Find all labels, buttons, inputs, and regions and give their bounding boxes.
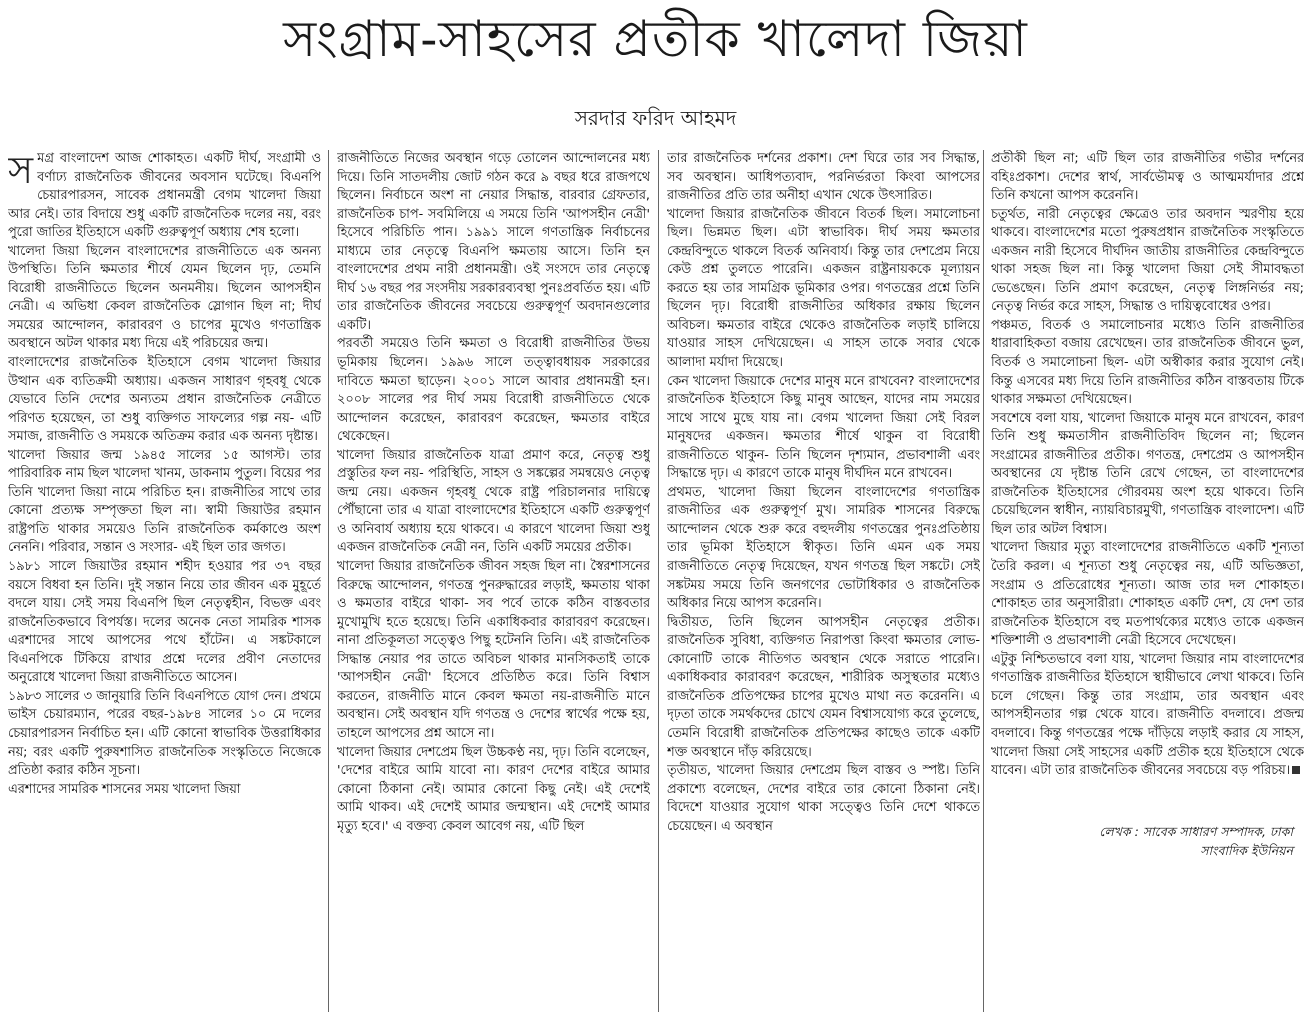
column-1 [8, 150, 321, 1012]
paragraph: প্রথমত, খালেদা জিয়া ছিলেন বাংলাদেশের গণতান্ত্রিক রাজনীতির এক গুরুত্বপূর্ণ মুখ। সামরিক শাসনের বিরুদ্ধে আন্দোলন থেকে শুরু করে বহুদলীয় গণতন্ত্রের পুনঃপ্রতিষ্ঠায় তার ভূমিকা ইতিহাসে স্বীকৃত। তিনি এমন এক সময় রাজনীতিতে নেতৃত্ব দিয়েছেন, যখন গণতন্ত্র ছিল সঙ্কটে। সেই সঙ্কটময় সময়ে তিনি জনগণের ভোটাধিকার ও রাজনৈতিক অধিকার নিয়ে আপস করেননি। [667, 484, 980, 612]
column-divider [328, 150, 329, 1012]
column-4 [991, 150, 1304, 1012]
paragraph: ১৯৮৩ সালের ৩ জানুয়ারি তিনি বিএনপিতে যোগ দেন। প্রথমে ভাইস চেয়ারম্যান, পরের বছর-১৯৮৪ সালের ১০ মে দলের চেয়ারপারসন নির্বাচিত হন। এটি কোনো স্বাভাবিক উত্তরাধিকার নয়; বরং একটি পুরুষশাসিত রাজনৈতিক সংস্কৃতিতে নিজেকে প্রতিষ্ঠা করার কঠিন সূচনা। [8, 688, 321, 779]
paragraph: এরশাদের সামরিক শাসনের সময় খালেদা জিয়া [8, 781, 241, 797]
end-mark-icon [1292, 766, 1300, 774]
paragraph: সবশেষে বলা যায়, খালেদা জিয়াকে মানুষ মনে রাখবেন, কারণ তিনি শুধু ক্ষমতাসীন রাজনীতিবিদ ছিলেন না; ছিলেন সংগ্রামের রাজনীতির প্রতীক। গণতন্ত্র, দেশপ্রেম ও আপসহীন অবস্থানের যে দৃষ্টান্ত তিনি রেখে গেছেন, তা বাংলাদেশের রাজনৈতিক ইতিহাসের গৌরবময় অংশ হয়ে থাকবে। তিনি চেয়েছিলেন স্বাধীন, ন্যায়বিচারমুখী, গণতান্ত্রিক বাংলাদেশ। এটি ছিল তার অটল বিশ্বাস। [991, 410, 1304, 537]
author-note [1008, 822, 1293, 860]
paragraph: বাংলাদেশের রাজনৈতিক ইতিহাসে বেগম খালেদা জিয়ার উত্থান এক ব্যতিক্রমী অধ্যায়। একজন সাধারণ গৃহবধূ থেকে যেভাবে তিনি দেশের অন্যতম প্রধান রাজনৈতিক নেত্রীতে পরিণত হয়েছেন, তা শুধু ব্যক্তিগত সাফল্যের গল্প নয়- এটি সমাজ, রাজনীতি ও সময়কে অতিক্রম করার এক অনন্য দৃষ্টান্ত। [8, 355, 321, 445]
paragraph: খালেদা জিয়ার রাজনৈতিক যাত্রা প্রমাণ করে, নেতৃত্ব শুধু প্রস্তুতির ফল নয়- পরিস্থিতি, সাহস ও সঙ্কল্পের সমন্বয়েও নেতৃত্ব জন্ম নেয়। একজন গৃহবধূ থেকে রাষ্ট্র পরিচালনার দায়িত্বে পৌঁছানো তার এ যাত্রা বাংলাদেশের ইতিহাসে একটি গুরুত্বপূর্ণ ও অনিবার্য অধ্যায় হয়ে থাকবে। এ কারণে খালেদা জিয়া শুধু একজন রাজনৈতিক নেত্রী নন, তিনি একটি সময়ের প্রতীক। [337, 447, 650, 556]
paragraph: খালেদা জিয়ার রাজনৈতিক জীবন সহজ ছিল না। স্বৈরশাসনের বিরুদ্ধে আন্দোলন, গণতন্ত্র পুনরুদ্ধারের লড়াই, ক্ষমতায় থাকা ও ক্ষমতার বাইরে থাকা- সব পর্বে তাকে কঠিন বাস্তবতার মুখোমুখি হতে হয়েছে। তিনি একাধিকবার কারাবরণ করেছেন। নানা প্রতিকূলতা সত্ত্বেও পিছু হটেননি তিনি। এই রাজনৈতিক সিদ্ধান্ত নেয়ার পর তাতে অবিচল থাকার মানসিকতাই তাকে 'আপসহীন নেত্রী' হিসেবে প্রতিষ্ঠিত করে। তিনি বিশ্বাস করতেন, রাজনীতি মানে কেবল ক্ষমতা নয়-রাজনীতি মানে অবস্থান। সেই অবস্থান যদি গণতন্ত্র ও দেশের স্বার্থের পক্ষে হয়, তাহলে আপসের প্রশ্ন আসে না। [337, 559, 650, 741]
paragraph: তৃতীয়ত, খালেদা জিয়ার দেশপ্রেম ছিল বাস্তব ও স্পষ্ট। তিনি প্রকাশ্যে বলেছেন, দেশের বাইরে তার কোনো ঠিকানা নেই। বিদেশে যাওয়ার সুযোগ থাকা সত্ত্বেও তিনি দেশে থাকতে চেয়েছেন। এ অবস্থান [667, 763, 980, 834]
paragraph: ১৯৮১ সালে জিয়াউর রহমান শহীদ হওয়ার পর ৩৭ বছর বয়সে বিধবা হন তিনি। দুই সন্তান নিয়ে তার জীবন এক মুহূর্তে বদলে যায়। সেই সময় বিএনপি ছিল নেতৃত্বহীন, বিভক্ত এবং রাজনৈতিকভাবে বিপর্যস্ত। দলের অনেক নেতা সামরিক শাসক এরশাদের সাথে আপসের পথে হাঁটেন। এ সঙ্কটকালে বিএনপিকে টিকিয়ে রাখার প্রশ্নে দলের প্রবীণ নেতাদের অনুরোধে খালেদা জিয়া রাজনীতিতে আসেন। [8, 559, 321, 686]
headline: সংগ্রাম-সাহসের প্রতীক খালেদা জিয়া [283, 10, 1028, 68]
paragraph: খালেদা জিয়ার রাজনৈতিক জীবনে বিতর্ক ছিল। সমালোচনা ছিল। ভিন্নমত ছিল। এটা স্বাভাবিক। দীর্ঘ সময় ক্ষমতার কেন্দ্রবিন্দুতে থাকলে বিতর্ক অনিবার্য। কিন্তু তার দেশপ্রেম নিয়ে কেউ প্রশ্ন তুলতে পারেনি। একজন রাষ্ট্রনায়ককে মূল্যায়ন করতে হয় তার সামগ্রিক ভূমিকার ওপর। গণতন্ত্রের প্রশ্নে তিনি ছিলেন দৃঢ়। বিরোধী রাজনীতির অধিকার রক্ষায় ছিলেন অবিচল। ক্ষমতার বাইরে থেকেও রাজনৈতিক লড়াই চালিয়ে যাওয়ার সাহস দেখিয়েছেন। এ সাহস তাকে সবার থেকে আলাদা মর্যাদা দিয়েছে। [667, 206, 980, 371]
paragraph: দ্বিতীয়ত, তিনি ছিলেন আপসহীন নেতৃত্বের প্রতীক। রাজনৈতিক সুবিধা, ব্যক্তিগত নিরাপত্তা কিংবা ক্ষমতার লোভ- কোনোটি তাকে নীতিগত অবস্থান থেকে সরাতে পারেনি। একাধিকবার কারাবরণ করেছেন, শারীরিক অসুস্থতার মধ্যেও রাজনৈতিক প্রতিপক্ষের চাপের মুখেও মাথা নত করেননি। এ দৃঢ়তা তাকে সমর্থকদের চোখে যেমন বিশ্বাসযোগ্য করে তুলেছে, তেমনি বিরোধী রাজনৈতিক প্রতিপক্ষের কাছেও তাকে একটি শক্ত অবস্থানে দাঁড় করিয়েছে। [667, 614, 980, 760]
column-2 [337, 150, 650, 1012]
paragraph: কেন খালেদা জিয়াকে দেশের মানুষ মনে রাখবেন? বাংলাদেশের রাজনৈতিক ইতিহাসে কিছু মানুষ আছেন, যাদের নাম সময়ের সাথে সাথে মুছে যায় না। বেগম খালেদা জিয়া সেই বিরল মানুষদের একজন। ক্ষমতার শীর্ষে থাকুন বা বিরোধী রাজনীতিতে থাকুন- তিনি ছিলেন দৃশ্যমান, প্রভাবশালী এবং সিদ্ধান্তে দৃঢ়। এ কারণে তাকে মানুষ দীর্ঘদিন মনে রাখবেন। [667, 373, 980, 482]
paragraph: চতুর্থত, নারী নেতৃত্বের ক্ষেত্রেও তার অবদান স্মরণীয় হয়ে থাকবে। বাংলাদেশের মতো পুরুষপ্রধান রাজনৈতিক সংস্কৃতিতে একজন নারী হিসেবে দীর্ঘদিন জাতীয় রাজনীতির কেন্দ্রবিন্দুতে থাকা সহজ ছিল না। কিন্তু খালেদা জিয়া সেই সীমাবদ্ধতা ভেঙেছেন। তিনি প্রমাণ করেছেন, নেতৃত্ব লিঙ্গনির্ভর নয়; নেতৃত্ব নির্ভর করে সাহস, সিদ্ধান্ত ও দায়িত্ববোধের ওপর। [991, 206, 1304, 315]
paragraph: পঞ্চমত, বিতর্ক ও সমালোচনার মধ্যেও তিনি রাজনীতির ধারাবাহিকতা বজায় রেখেছেন। তার রাজনৈতিক জীবনে ভুল, বিতর্ক ও সমালোচনা ছিল- এটা অস্বীকার করার সুযোগ নেই। কিন্তু এসবের মধ্য দিয়ে তিনি রাজনীতির কঠিন বাস্তবতায় টিকে থাকার সক্ষমতা দেখিয়েছেন। [991, 317, 1304, 408]
paragraph: পরবর্তী সময়েও তিনি ক্ষমতা ও বিরোধী রাজনীতির উভয় ভূমিকায় ছিলেন। ১৯৯৬ সালে তত্ত্বাবধায়ক সরকারের দাবিতে ক্ষমতা ছাড়েন। ২০০১ সালে আবার প্রধানমন্ত্রী হন। ২০০৮ সালের পর দীর্ঘ সময় বিরোধী রাজনীতিতে থেকে আন্দোলন করেছেন, কারাবরণ করেছেন, ক্ষমতার বাইরে থেকেছেন। [337, 336, 650, 445]
paragraph: তার রাজনৈতিক দর্শনের প্রকাশ। দেশ ঘিরে তার সব সিদ্ধান্ত, সব অবস্থান। আধিপত্যবাদ, পরনির্ভরতা কিংবা আপসের রাজনীতির প্রতি তার অনীহা এখান থেকে উৎসারিত। [667, 151, 980, 204]
byline: সরদার ফরিদ আহমদ [574, 106, 737, 130]
paragraph: সমগ্র বাংলাদেশ আজ শোকাহত। একটি দীর্ঘ, সংগ্রামী ও বর্ণাঢ্য রাজনৈতিক জীবনের অবসান ঘটেছে। বিএনপি চেয়ারপারসন, সাবেক প্রধানমন্ত্রী বেগম খালেদা জিয়া আর নেই। তার বিদায়ে শুধু একটি রাজনৈতিক দলের নয়, বরং পুরো জাতির ইতিহাসে একটি গুরুত্বপূর্ণ অধ্যায় শেষ হলো। [8, 150, 321, 241]
paragraph: খালেদা জিয়ার দেশপ্রেম ছিল উচ্চকণ্ঠ নয়, দৃঢ়। তিনি বলেছেন, 'দেশের বাইরে আমি যাবো না। কারণ দেশের বাইরে আমার কোনো ঠিকানা নেই। আমার কোনো কিছু নেই। এই দেশেই আমি থাকব। এই দেশেই আমার জন্মস্থান। এই দেশেই আমার মৃত্যু হবে।' এ বক্তব্য কেবল আবেগ নয়, এটি ছিল [337, 744, 650, 834]
article-body [8, 150, 1304, 1012]
paragraph: খালেদা জিয়া ছিলেন বাংলাদেশের রাজনীতিতে এক অনন্য উপস্থিতি। তিনি ক্ষমতার শীর্ষে যেমন ছিলেন দৃঢ়, তেমনি বিরোধী রাজনীতিতে ছিলেন অনমনীয়। ছিলেন আপসহীন নেত্রী। এ অভিধা কেবল রাজনৈতিক স্লোগান ছিল না; দীর্ঘ সময়ের আন্দোলন, কারাবরণ ও চাপের মুখেও গণতান্ত্রিক অবস্থানে অটল থাকার মধ্য দিয়ে এই পরিচয়ের জন্ম। [8, 243, 321, 352]
paragraph: রাজনীতিতে নিজের অবস্থান গড়ে তোলেন আন্দোলনের মধ্য দিয়ে। তিনি সাতদলীয় জোট গঠন করে ৯ বছর ধরে রাজপথে ছিলেন। নির্বাচনে অংশ না নেয়ার সিদ্ধান্ত, বারবার গ্রেফতার, রাজনৈতিক চাপ- সবমিলিয়ে এ সময়ে তিনি 'আপসহীন নেত্রী' হিসেবে পরিচিতি পান। ১৯৯১ সালে গণতান্ত্রিক নির্বাচনের মাধ্যমে তার নেতৃত্বে বিএনপি ক্ষমতায় আসে। তিনি হন বাংলাদেশের প্রথম নারী প্রধানমন্ত্রী। ওই সংসদে তার নেতৃত্বে দীর্ঘ ১৬ বছর পর সংসদীয় সরকারব্যবস্থা পুনঃপ্রবর্তিত হয়। এটি তার রাজনৈতিক জীবনের সবচেয়ে গুরুত্বপূর্ণ অবদানগুলোর একটি। [337, 151, 650, 333]
paragraph: খালেদা জিয়ার মৃত্যু বাংলাদেশের রাজনীতিতে একটি শূন্যতা তৈরি করল। এ শূন্যতা শুধু নেতৃত্বের নয়, এটি অভিজ্ঞতা, সংগ্রাম ও প্রতিরোধের শূন্যতা। আজ তার দল শোকাহত। শোকাহত তার অনুসারীরা। শোকাহত একটি দেশ, যে দেশ তার রাজনৈতিক ইতিহাসে বহু মতপার্থক্যের মধ্যেও তাকে একজন শক্তিশালী ও প্রভাবশালী নেত্রী হিসেবে দেখেছেন। [991, 540, 1304, 649]
author-note-line: সাংবাদিক ইউনিয়ন [1200, 843, 1293, 858]
paragraph: প্রতীকী ছিল না; এটি ছিল তার রাজনীতির গভীর দর্শনের বহিঃপ্রকাশ। দেশের স্বার্থ, সার্বভৌমত্ব ও আত্মমর্যাদার প্রশ্নে তিনি কখনো আপস করেননি। [991, 151, 1304, 204]
paragraph: খালেদা জিয়ার জন্ম ১৯৪৫ সালের ১৫ আগস্ট। তার পারিবারিক নাম ছিল খালেদা খানম, ডাকনাম পুতুল। বিয়ের পর তিনি খালেদা জিয়া নামে পরিচিত হন। রাজনীতির সাথে তার কোনো প্রত্যক্ষ সম্পৃক্ততা ছিল না। স্বামী জিয়াউর রহমান রাষ্ট্রপতি থাকার সময়েও তিনি রাজনৈতিক কর্মকাণ্ডে অংশ নেননি। পরিবার, সন্তান ও সংসার- এই ছিল তার জগত। [8, 447, 321, 556]
paragraph: এটুকু নিশ্চিতভাবে বলা যায়, খালেদা জিয়ার নাম বাংলাদেশের গণতান্ত্রিক রাজনীতির ইতিহাসে স্থায়ীভাবে লেখা থাকবে। তিনি চলে গেছেন। কিন্তু তার সংগ্রাম, তার অবস্থান এবং আপসহীনতার গল্প থেকে যাবে। রাজনীতি বদলাবে। প্রজন্ম বদলাবে। কিন্তু গণতন্ত্রের পক্ষে দাঁড়িয়ে লড়াই করার যে সাহস, খালেদা জিয়া সেই সাহসের একটি প্রতীক হয়ে ইতিহাসে থেকে যাবেন। এটা তার রাজনৈতিক জীবনের সবচেয়ে বড় পরিচয়। [991, 651, 1304, 779]
author-note-line: লেখক : সাবেক সাধারণ সম্পাদক, ঢাকা [1099, 824, 1293, 839]
column-divider [658, 150, 659, 1012]
column-3 [667, 150, 980, 1012]
drop-cap: স [8, 150, 34, 192]
column-divider [983, 150, 984, 1012]
